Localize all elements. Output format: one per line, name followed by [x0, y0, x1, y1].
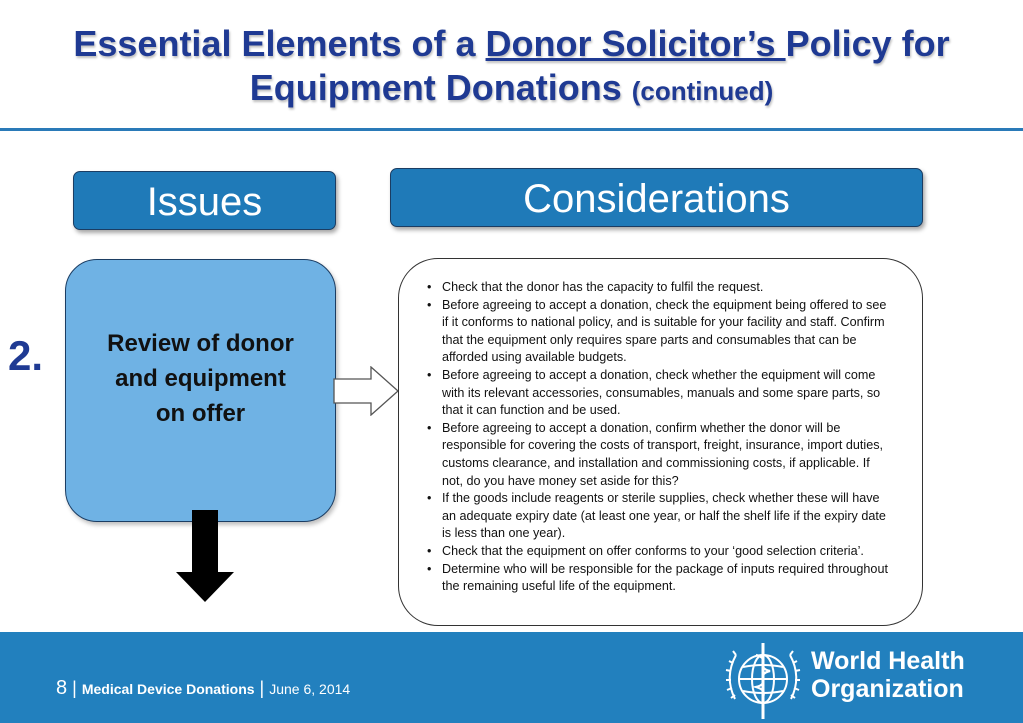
org-line-1: World Health — [811, 647, 965, 675]
issue-line-3: on offer — [155, 400, 246, 427]
title-divider — [0, 128, 1023, 131]
consideration-item: • Check that the donor has the capacity to fulfil the request. — [425, 279, 891, 297]
consideration-item: • Before agreeing to accept a donation, check the equipment being offered to see if it conforms to national policy, and is suitable for your facility and staff. Confirm that the equipment only requires spare parts and consumables that can be afforded using available budgets. — [425, 297, 891, 367]
footer-separator: | — [259, 678, 265, 698]
item-number: 2. — [8, 332, 44, 379]
consideration-item: • Before agreeing to accept a donation, check whether the equipment will come with its relevant accessories, consumables, manuals and some spare parts, so that it can function and be used. — [425, 367, 891, 420]
issue-text — [66, 326, 335, 431]
considerations-header: Considerations — [390, 168, 923, 227]
title-underlined: Donor Solicitor’s — [485, 23, 786, 64]
footer-info — [56, 679, 350, 698]
issues-header: Issues — [73, 171, 336, 230]
footer-separator: | — [72, 678, 77, 698]
issue-line-1: Review of donor — [107, 330, 294, 357]
page-number: 8 — [56, 677, 68, 699]
considerations-card — [398, 258, 923, 626]
title-line2: Equipment Donations — [249, 67, 632, 108]
down-arrow-icon — [175, 509, 235, 603]
issue-line-2: and equipment — [115, 365, 286, 392]
right-arrow-icon — [333, 366, 399, 416]
footer-title: Medical Device Donations — [81, 681, 255, 697]
who-emblem-icon — [720, 637, 806, 723]
footer-date: June 6, 2014 — [269, 681, 351, 697]
consideration-item: • If the goods include reagents or sterile supplies, check whether these will have an adequate expiry date (at least one year, or half the shelf life if the expiry date is less than one year). — [425, 490, 891, 543]
considerations-list — [425, 279, 891, 596]
title-suffix: (continued) — [631, 76, 774, 106]
consideration-item: • Check that the equipment on offer conforms to your ‘good selection criteria’. — [425, 543, 891, 561]
org-line-2: Organization — [811, 675, 964, 703]
issue-card — [65, 259, 336, 522]
consideration-item: • Before agreeing to accept a donation, confirm whether the donor will be responsible for covering the costs of transport, freight, insurance, import duties, customs clearance, and installation and commissioning costs, if applicable. If not, do you have money set aside for this? — [425, 420, 891, 490]
title-part2: Policy for — [785, 23, 950, 64]
title-part1: Essential Elements of a — [73, 23, 486, 64]
slide-title — [0, 22, 1023, 113]
who-wordmark — [811, 647, 965, 703]
consideration-item: • Determine who will be responsible for the package of inputs required throughout the remaining useful life of the equipment. — [425, 561, 891, 596]
